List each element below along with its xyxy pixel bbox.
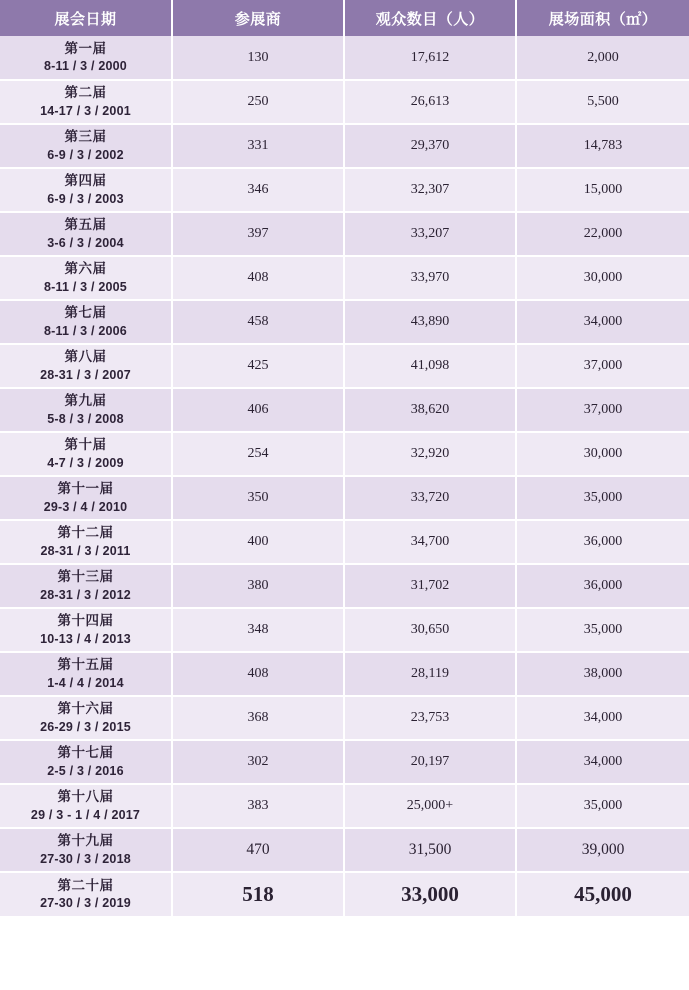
cell-visitors: 41,098: [344, 344, 516, 388]
cell-edition-date: [0, 520, 172, 564]
cell-visitors: 32,920: [344, 432, 516, 476]
cell-edition-date: [0, 388, 172, 432]
table-row: [0, 652, 689, 696]
date-label: 28-31 / 3 / 2011: [40, 543, 131, 558]
table-row: [0, 828, 689, 872]
cell-visitors: 33,207: [344, 212, 516, 256]
edition-label: 第十五届: [57, 657, 114, 673]
cell-edition-date: [0, 872, 172, 916]
cell-visitors: 30,650: [344, 608, 516, 652]
cell-exhibitors: 383: [172, 784, 344, 828]
table-row: [0, 608, 689, 652]
edition-label: 第十二届: [57, 525, 114, 541]
cell-exhibitors: 518: [172, 872, 344, 916]
date-label: 10-13 / 4 / 2013: [40, 631, 131, 646]
cell-edition-date: [0, 432, 172, 476]
cell-edition-date: [0, 344, 172, 388]
date-label: 27-30 / 3 / 2018: [40, 851, 131, 866]
cell-area: 38,000: [516, 652, 689, 696]
edition-label: 第二届: [64, 85, 107, 101]
date-label: 6-9 / 3 / 2002: [47, 147, 124, 162]
cell-edition-date: [0, 784, 172, 828]
cell-exhibitors: 408: [172, 652, 344, 696]
cell-visitors: 29,370: [344, 124, 516, 168]
date-label: 28-31 / 3 / 2007: [40, 367, 131, 382]
column-header-area: 展场面积（㎡）: [516, 0, 689, 36]
cell-edition-date: [0, 564, 172, 608]
cell-exhibitors: 348: [172, 608, 344, 652]
cell-edition-date: [0, 828, 172, 872]
date-label: 3-6 / 3 / 2004: [47, 235, 124, 250]
table-row: [0, 212, 689, 256]
cell-area: 30,000: [516, 256, 689, 300]
column-header-date: 展会日期: [0, 0, 172, 36]
cell-edition-date: [0, 696, 172, 740]
edition-label: 第六届: [64, 261, 107, 277]
column-header-exhibitors: 参展商: [172, 0, 344, 36]
cell-visitors: 26,613: [344, 80, 516, 124]
cell-area: 2,000: [516, 36, 689, 80]
cell-exhibitors: 470: [172, 828, 344, 872]
table-header-row: [0, 0, 689, 36]
cell-edition-date: [0, 168, 172, 212]
edition-label: 第十三届: [57, 569, 114, 585]
cell-visitors: 17,612: [344, 36, 516, 80]
cell-exhibitors: 408: [172, 256, 344, 300]
cell-area: 36,000: [516, 564, 689, 608]
cell-visitors: 31,500: [344, 828, 516, 872]
edition-label: 第十八届: [57, 789, 114, 805]
cell-visitors: 28,119: [344, 652, 516, 696]
cell-visitors: 33,000: [344, 872, 516, 916]
cell-edition-date: [0, 36, 172, 80]
cell-area: 34,000: [516, 300, 689, 344]
table-row: [0, 520, 689, 564]
table-row: [0, 696, 689, 740]
cell-area: 15,000: [516, 168, 689, 212]
cell-visitors: 23,753: [344, 696, 516, 740]
cell-visitors: 33,720: [344, 476, 516, 520]
cell-edition-date: [0, 124, 172, 168]
date-label: 8-11 / 3 / 2006: [44, 323, 127, 338]
cell-area: 5,500: [516, 80, 689, 124]
table-row: [0, 80, 689, 124]
edition-label: 第二十届: [57, 877, 114, 893]
cell-exhibitors: 425: [172, 344, 344, 388]
cell-exhibitors: 380: [172, 564, 344, 608]
cell-visitors: 31,702: [344, 564, 516, 608]
cell-area: 37,000: [516, 344, 689, 388]
edition-label: 第十一届: [57, 481, 114, 497]
date-label: 4-7 / 3 / 2009: [47, 455, 124, 470]
cell-edition-date: [0, 80, 172, 124]
edition-label: 第七届: [64, 305, 107, 321]
cell-area: 14,783: [516, 124, 689, 168]
cell-exhibitors: 406: [172, 388, 344, 432]
column-header-visitors: 观众数目（人）: [344, 0, 516, 36]
table-row: [0, 124, 689, 168]
date-label: 8-11 / 3 / 2005: [44, 279, 127, 294]
date-label: 29 / 3 - 1 / 4 / 2017: [30, 807, 141, 822]
cell-exhibitors: 302: [172, 740, 344, 784]
cell-edition-date: [0, 212, 172, 256]
cell-edition-date: [0, 476, 172, 520]
table-row: [0, 740, 689, 784]
cell-area: 34,000: [516, 740, 689, 784]
cell-exhibitors: 346: [172, 168, 344, 212]
cell-area: 36,000: [516, 520, 689, 564]
date-label: 28-31 / 3 / 2012: [40, 587, 131, 602]
cell-exhibitors: 397: [172, 212, 344, 256]
date-label: 5-8 / 3 / 2008: [47, 411, 124, 426]
date-label: 8-11 / 3 / 2000: [44, 59, 127, 74]
cell-area: 45,000: [516, 872, 689, 916]
cell-edition-date: [0, 652, 172, 696]
table-row: [0, 300, 689, 344]
cell-area: 35,000: [516, 784, 689, 828]
cell-edition-date: [0, 608, 172, 652]
edition-label: 第十七届: [57, 745, 114, 761]
cell-visitors: 20,197: [344, 740, 516, 784]
date-label: 26-29 / 3 / 2015: [40, 719, 131, 734]
edition-label: 第八届: [64, 349, 107, 365]
table-body: [0, 36, 689, 916]
cell-visitors: 38,620: [344, 388, 516, 432]
cell-exhibitors: 350: [172, 476, 344, 520]
edition-label: 第三届: [64, 129, 107, 145]
table-header: [0, 0, 689, 36]
table-row: [0, 476, 689, 520]
cell-exhibitors: 400: [172, 520, 344, 564]
cell-exhibitors: 331: [172, 124, 344, 168]
cell-exhibitors: 368: [172, 696, 344, 740]
date-label: 1-4 / 4 / 2014: [47, 675, 124, 690]
cell-area: 35,000: [516, 476, 689, 520]
table-row: [0, 256, 689, 300]
date-label: 2-5 / 3 / 2016: [47, 763, 124, 778]
date-label: 14-17 / 3 / 2001: [40, 103, 131, 118]
edition-label: 第十四届: [57, 613, 114, 629]
edition-label: 第四届: [64, 173, 107, 189]
edition-label: 第九届: [64, 393, 107, 409]
cell-area: 37,000: [516, 388, 689, 432]
cell-visitors: 43,890: [344, 300, 516, 344]
table-row: [0, 344, 689, 388]
cell-visitors: 33,970: [344, 256, 516, 300]
date-label: 27-30 / 3 / 2019: [40, 896, 131, 911]
cell-exhibitors: 250: [172, 80, 344, 124]
cell-area: 22,000: [516, 212, 689, 256]
edition-label: 第一届: [64, 40, 107, 56]
cell-area: 30,000: [516, 432, 689, 476]
edition-label: 第十届: [64, 437, 107, 453]
cell-area: 34,000: [516, 696, 689, 740]
edition-label: 第五届: [64, 217, 107, 233]
table-row: [0, 388, 689, 432]
table-row: [0, 36, 689, 80]
table-row: [0, 784, 689, 828]
cell-area: 35,000: [516, 608, 689, 652]
table-row: [0, 872, 689, 916]
cell-visitors: 25,000+: [344, 784, 516, 828]
cell-edition-date: [0, 300, 172, 344]
edition-label: 第十六届: [57, 701, 114, 717]
cell-edition-date: [0, 740, 172, 784]
date-label: 6-9 / 3 / 2003: [47, 191, 124, 206]
table-row: [0, 432, 689, 476]
cell-visitors: 34,700: [344, 520, 516, 564]
edition-label: 第十九届: [57, 833, 114, 849]
cell-area: 39,000: [516, 828, 689, 872]
cell-edition-date: [0, 256, 172, 300]
table-row: [0, 168, 689, 212]
table-row: [0, 564, 689, 608]
cell-exhibitors: 130: [172, 36, 344, 80]
cell-exhibitors: 254: [172, 432, 344, 476]
date-label: 29-3 / 4 / 2010: [43, 499, 128, 514]
cell-visitors: 32,307: [344, 168, 516, 212]
cell-exhibitors: 458: [172, 300, 344, 344]
